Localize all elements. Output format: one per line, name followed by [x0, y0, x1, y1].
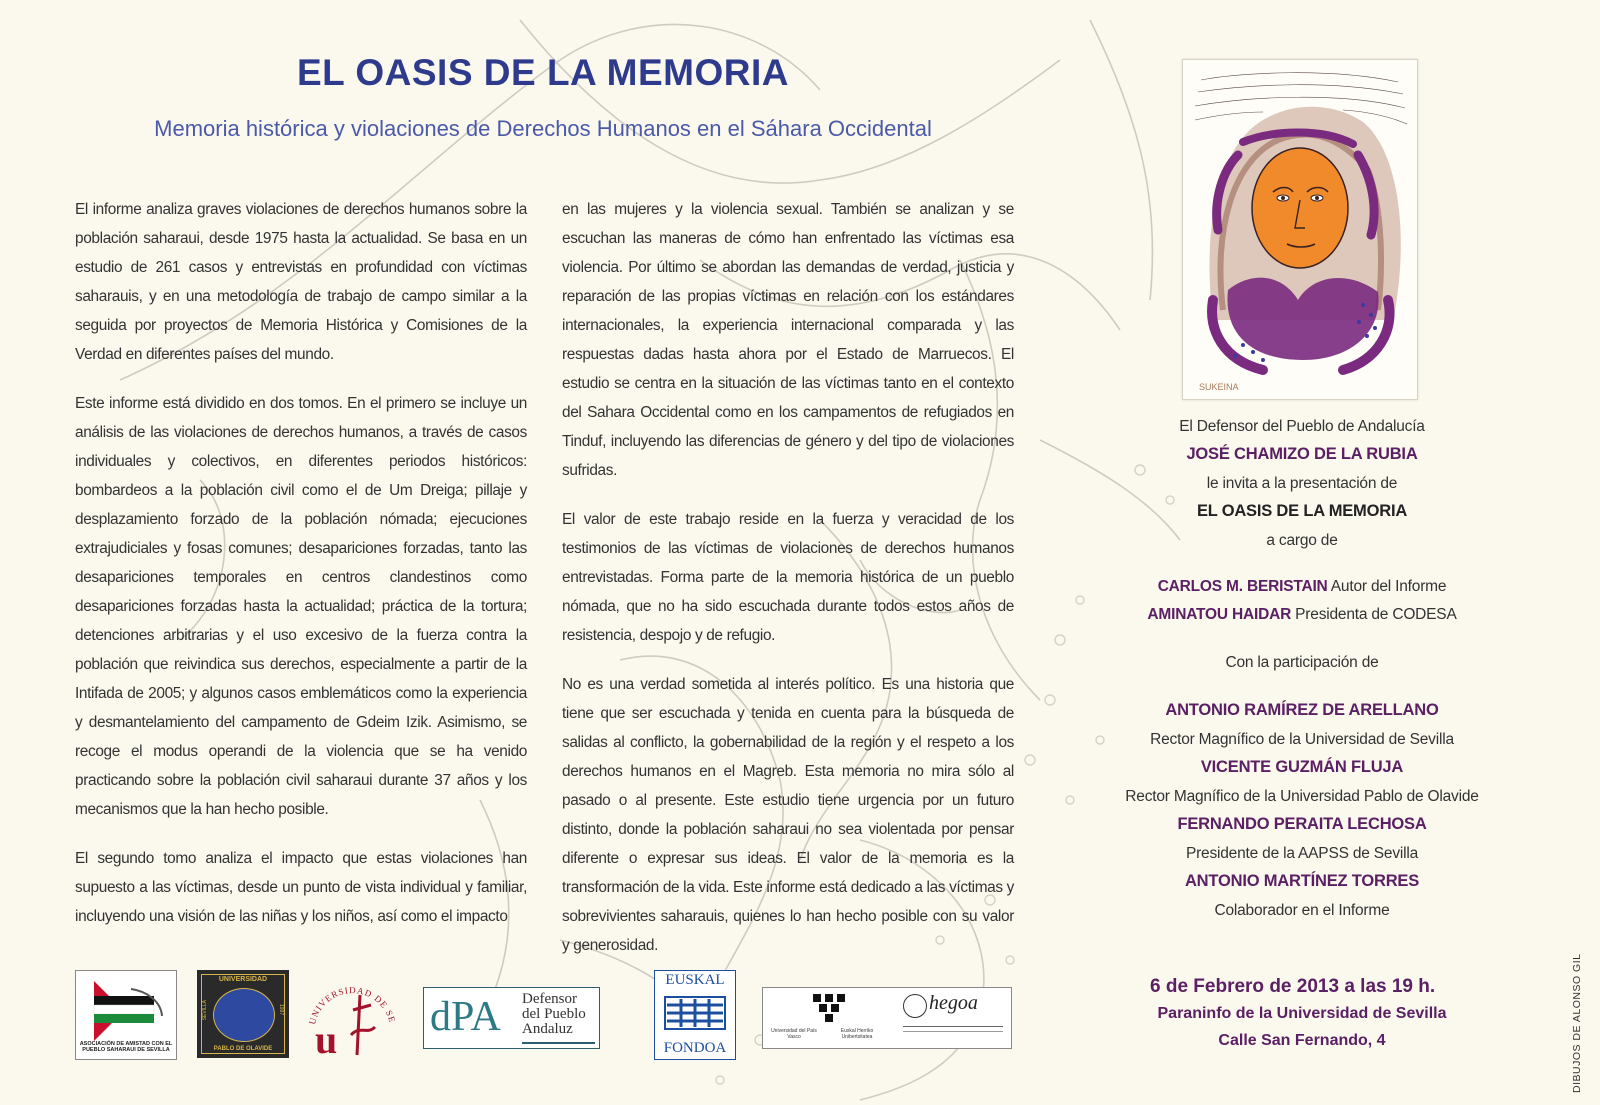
euskal-emblem [655, 993, 735, 1033]
us-logo [305, 965, 400, 1065]
aapss-logo [75, 970, 177, 1060]
participant-3-role: Presidente de la AAPSS de Sevilla [1185, 845, 1419, 862]
speaker-2-name: AMINATOU HAIDAR [1147, 606, 1292, 623]
paragraph: No es una verdad sometida al interés político. Es una historia que tiene que ser escuchada y tenida en cuenta para la búsqueda de salidas al conflicto, la gobernabilidad de la región y el respeto a los derechos humanos en el Magreb. Esta memoria no mira sólo al pasado o al presente. Este estudio tiene urgencia por un futuro distinto, donde la población saharaui no sea violentada por pensar diferente o expresar sus ideas. El valor de la memoria es la transformación de la vida. Este informe está dedicado a las víctimas y sobrevivientes saharauis, quienes lo han hecho posible con su valor y generosidad. [562, 676, 1014, 954]
upo-logo-bottom: PABLO DE OLAVIDE [213, 1046, 273, 1052]
svg-text:u: u [315, 1017, 338, 1062]
dpa-name [522, 992, 586, 1037]
hegoa-emblem [903, 994, 927, 1018]
aapss-logo-text: ASOCIACIÓN DE AMISTAD CON EL PUEBLO SAHARAUI DE SEVILLA [79, 1041, 173, 1053]
upo-logo-top: UNIVERSIDAD [218, 976, 268, 983]
speaker-2-role: Presidenta de CODESA [1291, 606, 1457, 623]
dpa-line-2: del Pueblo [522, 1006, 586, 1022]
dpa-line-1: Defensor [522, 991, 577, 1007]
event-venue: Paraninfo de la Universidad de Sevilla [1157, 1005, 1447, 1022]
portrait-signature: SUKEINA [1199, 382, 1239, 392]
dpa-logo [423, 987, 600, 1049]
speaker-1-name: CARLOS M. BERISTAIN [1157, 578, 1328, 595]
page-subtitle: Memoria histórica y violaciones de Derechos Humanos en el Sáhara Occidental [154, 116, 932, 141]
host-line: El Defensor del Pueblo de Andalucía [1179, 418, 1425, 435]
text-column-middle [562, 195, 1014, 980]
paragraph: Este informe está dividido en dos tomos. En el primero se incluye un análisis de las violaciones de derechos humanos, a través de casos individuales y colectivos, en diferentes periodos históricos: bombardeos a la población civil como el de Um Dreiga; pillaje y desplazamiento forzado de la población nómada; ejecuciones extrajudiciales y fosas comunes; desapariciones forzadas, tanto las desapariciones temporales en centros clandestinos como desapariciones forzadas hasta la actualidad; práctica de la tortura; detenciones arbitrarias y el uso excesivo de la fuerza contra la población que reivindica sus derechos, especialmente a partir de la Intifada de 2005; y algunos casos emblemáticos como la experiencia y desmantelamiento del campamento de Gdeim Izik. Asimismo, se recoge el modus operandi de la violencia que se ha venido practicando sobre la población civil saharaui durante 37 años y los mecanismos que la han hecho posible. [75, 395, 527, 818]
paragraph: El valor de este trabajo reside en la fuerza y veracidad de los testimonios de las víctimas de violaciones de derechos humanos entrevistadas. Forma parte de la memoria histórica de un pueblo nómada, que no ha sido escuchada durante todos estos años de resistencia, despojo y de refugio. [562, 511, 1014, 644]
participant-4-role: Colaborador en el Informe [1214, 902, 1390, 919]
euskal-text: EUSKAL [665, 972, 725, 988]
page-title: EL OASIS DE LA MEMORIA [296, 52, 790, 93]
paragraph: en las mujeres y la violencia sexual. También se analizan y se escuchan las maneras de cómo han enfrentado las víctimas esa violencia. Por último se abordan las demandas de verdad, justicia y reparación de las propias víctimas en relación con los estándares internacionales, la experiencia internacional comparada y las respuestas dadas hasta ahora por el Estado de Marruecos. El estudio se centra en la situación de las víctimas tanto en el contexto del Sahara Occidental como en los campamentos de refugiados en Tinduf, incluyendo las diferencias de género y del tipo de violaciones sufridas. [562, 201, 1014, 479]
illustration-credit: DIBUJOS DE ALONSO GIL [1571, 953, 1583, 1093]
host-name: JOSÉ CHAMIZO DE LA RUBIA [1186, 445, 1418, 463]
upo-logo-right: 1997 [278, 1004, 284, 1016]
upv-emblem [809, 992, 849, 1022]
euskal-fondoa-logo [654, 970, 736, 1060]
paragraph: El informe analiza graves violaciones de derechos humanos sobre la población saharaui, desde 1975 hasta la actualidad. Se basa en un estudio de 261 casos y entrevistas en profundidad con víctimas saharauis, y en una metodología de trabajo de campo similar a la seguida por proyectos de Memoria Histórica y Comisiones de la Verdad en diferentes países del mundo. [75, 201, 527, 363]
upv-text-2: Euskal Herriko Unibertsitatea [840, 1028, 874, 1040]
participant-2-name: VICENTE GUZMÁN FLUJA [1200, 758, 1404, 776]
hegoa-text: hegoa [929, 992, 978, 1014]
text-column-left [75, 195, 527, 951]
speaker-1 [1112, 578, 1492, 596]
participant-2-role: Rector Magnífico de la Universidad Pablo de Olavide [1125, 788, 1479, 805]
participant-1-name: ANTONIO RAMÍREZ DE ARELLANO [1165, 701, 1439, 719]
invites-line: le invita a la presentación de [1206, 475, 1398, 492]
participant-1-role: Rector Magnífico de la Universidad de Sevilla [1150, 731, 1454, 748]
fondoa-text: FONDOA [663, 1040, 727, 1056]
upo-logo [197, 970, 289, 1058]
book-title: EL OASIS DE LA MEMORIA [1196, 502, 1408, 520]
speaker-1-role: Autor del Informe [1327, 578, 1447, 595]
participant-4-name: ANTONIO MARTÍNEZ TORRES [1184, 872, 1420, 890]
dpa-mark: dPA [430, 994, 501, 1040]
paragraph: El segundo tomo analiza el impacto que estas violaciones han supuesto a las víctimas, desde un punto de vista individual y familiar, incluyendo una visión de las niñas y los niños, así como el impacto [75, 850, 527, 925]
upo-emblem [213, 988, 275, 1042]
participant-3-name: FERNANDO PERAITA LECHOSA [1177, 815, 1427, 833]
event-address: Calle San Fernando, 4 [1218, 1032, 1386, 1049]
event-date: 6 de Febrero de 2013 a las 19 h. [1150, 976, 1436, 997]
us-logo-arc: UNIVERSIDAD DE SE [307, 985, 398, 1026]
dpa-line-3: Andaluz [522, 1021, 573, 1037]
speaker-2 [1112, 606, 1492, 624]
upv-text-1: Universidad del País Vasco [771, 1028, 817, 1040]
upo-logo-left: SEVILLA [202, 1000, 208, 1021]
participation-line: Con la participación de [1225, 654, 1379, 671]
invitation-block [1112, 0, 1492, 1105]
a-cargo-line: a cargo de [1266, 532, 1338, 549]
upv-hegoa-logo [762, 987, 1012, 1049]
